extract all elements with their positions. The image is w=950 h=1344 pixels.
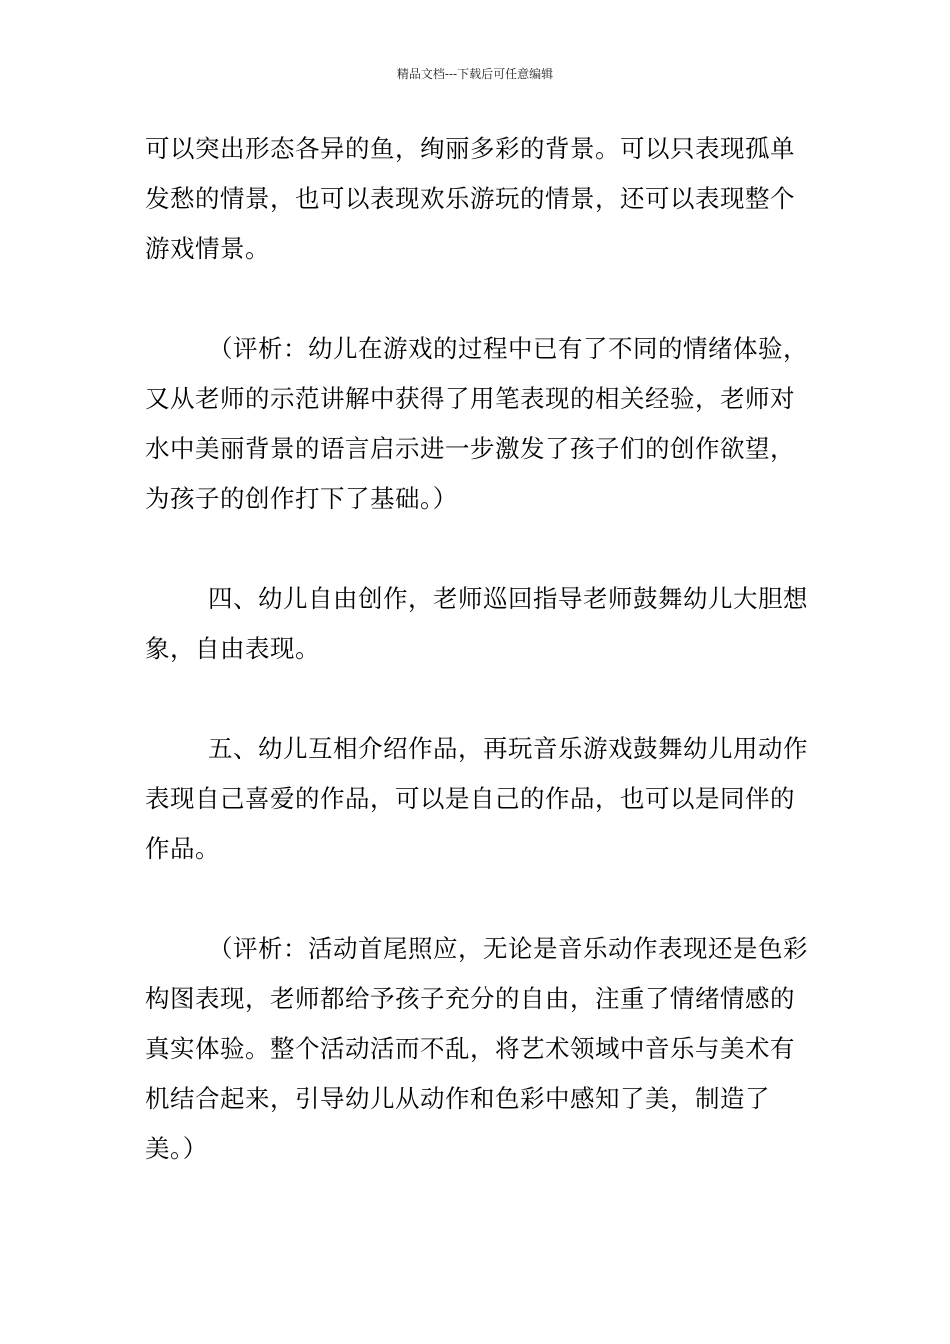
- paragraph-gap: [145, 524, 815, 574]
- paragraph-gap: [145, 274, 815, 324]
- paragraph-commentary-2: （评析：活动首尾照应，无论是音乐动作表现还是色彩构图表现，老师都给予孩子充分的自由，注重了情绪情感的真实体验。整个活动活而不乱，将艺术领域中音乐与美术有机结合起来，引导幼儿从动作和色彩中感知了美，制造了美。）: [145, 934, 808, 1163]
- paragraph-step-5: 五、幼儿互相介绍作品，再玩音乐游戏鼓舞幼儿用动作表现自己喜爱的作品，可以是自己的作品，也可以是同伴的作品。: [145, 734, 808, 863]
- document-body: [145, 124, 815, 1174]
- paragraph-gap: [145, 674, 815, 724]
- paragraph-gap: [145, 874, 815, 924]
- paragraph-step-4: 四、幼儿自由创作，老师巡回指导老师鼓舞幼儿大胆想象，自由表现。: [145, 584, 808, 663]
- paragraph-continuation: 可以突出形态各异的鱼，绚丽多彩的背景。可以只表现孤单发愁的情景，也可以表现欢乐游玩的情景，还可以表现整个游戏情景。: [145, 134, 795, 263]
- paragraph-commentary-1: （评析：幼儿在游戏的过程中已有了不同的情绪体验，又从老师的示范讲解中获得了用笔表现的相关经验，老师对水中美丽背景的语言启示进一步激发了孩子们的创作欲望，为孩子的创作打下了基础。）: [145, 334, 808, 513]
- page-header: 精品文档---下载后可任意编辑: [396, 67, 554, 81]
